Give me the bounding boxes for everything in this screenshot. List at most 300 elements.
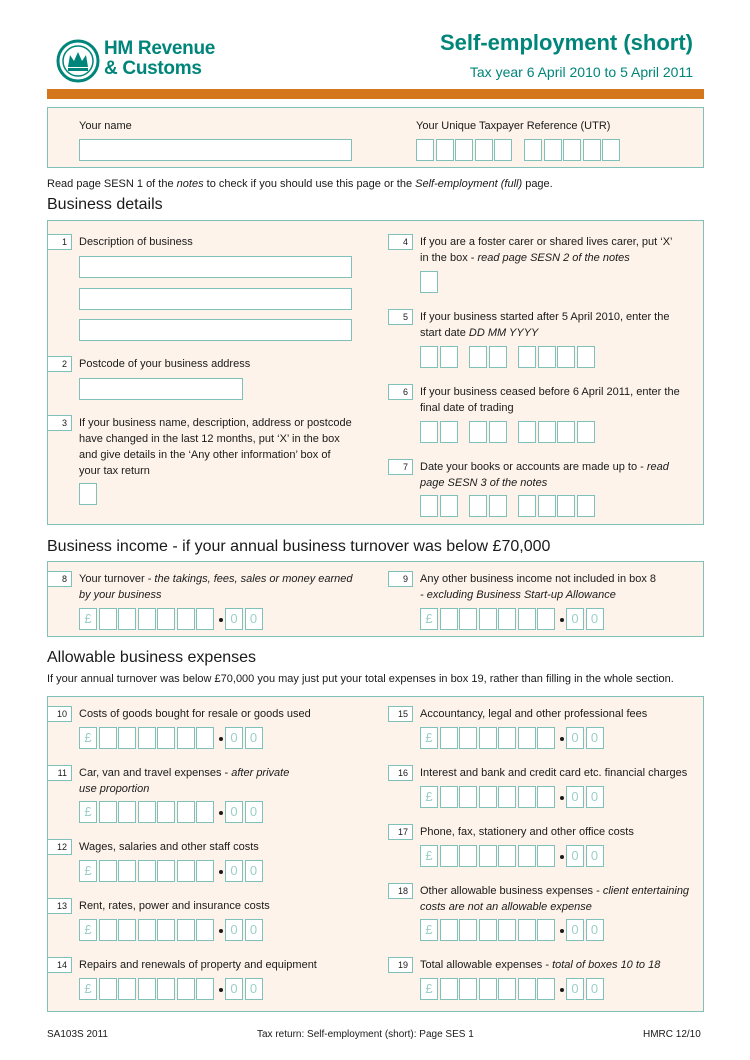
expenses-heading: Allowable business expenses — [47, 649, 257, 666]
box-5-line-2a: start date — [420, 327, 469, 339]
amount-digit-cell[interactable] — [157, 919, 175, 941]
footer-form-code: SA103S 2011 — [47, 1029, 108, 1040]
utr-digit-cell[interactable] — [416, 139, 434, 161]
logo-line-1: HM Revenue — [104, 38, 216, 59]
pound-sign: £ — [84, 981, 92, 996]
interest-charges-field — [420, 786, 605, 808]
ceased-date-field — [420, 421, 595, 443]
pence-zero: 0 — [571, 981, 579, 996]
date-digit-cell[interactable] — [469, 346, 487, 368]
date-digit-cell[interactable] — [489, 495, 507, 517]
form-subtitle: Tax year 6 April 2010 to 5 April 2011 — [469, 64, 693, 80]
amount-digit-cell[interactable] — [177, 727, 195, 749]
box-19-label — [420, 957, 660, 973]
amount-digit-cell[interactable] — [479, 727, 497, 749]
utr-digit-cell[interactable] — [544, 139, 562, 161]
amount-digit-cell[interactable] — [118, 919, 136, 941]
amount-digit-cell[interactable] — [537, 727, 555, 749]
box-3-line-4: your tax return — [79, 465, 150, 477]
date-digit-cell[interactable] — [469, 421, 487, 443]
amount-digit-cell[interactable] — [518, 608, 536, 630]
box-9-line-2: - excluding Business Start-up Allowance — [420, 589, 616, 601]
decimal-point — [560, 618, 564, 622]
box-10-label: Costs of goods bought for resale or goods used — [79, 708, 311, 720]
amount-digit-cell[interactable] — [479, 978, 497, 1000]
box-14-label: Repairs and renewals of property and equipment — [79, 959, 317, 971]
business-details-heading: Business details — [47, 196, 163, 213]
pence-cell[interactable] — [566, 978, 584, 1000]
pence-zero: 0 — [230, 730, 238, 745]
pence-cell[interactable] — [566, 919, 584, 941]
pound-sign: £ — [425, 981, 433, 996]
utr-digit-cell[interactable] — [494, 139, 512, 161]
pence-zero: 0 — [249, 730, 258, 745]
box-number-8: 8 — [47, 571, 72, 587]
amount-digit-cell[interactable] — [138, 608, 156, 630]
intro-text — [47, 178, 553, 190]
box-number-19: 19 — [388, 957, 413, 973]
amount-digit-cell[interactable] — [118, 978, 136, 1000]
box-number-4: 4 — [388, 234, 413, 250]
amount-digit-cell[interactable] — [537, 978, 555, 1000]
pound-sign: £ — [425, 611, 433, 626]
amount-digit-cell[interactable] — [138, 978, 156, 1000]
footer-version: HMRC 12/10 — [643, 1029, 701, 1040]
pence-cell[interactable] — [245, 978, 263, 1000]
hmrc-logo — [56, 39, 226, 85]
pound-cell[interactable] — [420, 978, 438, 1000]
pence-cell[interactable] — [566, 608, 584, 630]
box-7-line-2: page SESN 3 of the notes — [420, 477, 548, 489]
pound-sign: £ — [84, 730, 92, 745]
box-number-13: 13 — [47, 898, 72, 914]
amount-digit-cell[interactable] — [177, 860, 195, 882]
amount-digit-cell[interactable] — [459, 727, 477, 749]
box-5-line-2b: DD MM YYYY — [468, 327, 539, 339]
amount-digit-cell[interactable] — [518, 919, 536, 941]
box-number-17: 17 — [388, 824, 413, 840]
date-digit-cell[interactable] — [557, 346, 575, 368]
amount-digit-cell[interactable] — [479, 919, 497, 941]
box-4-line-1: If you are a foster carer or shared lives carer, put ‘X’ — [420, 236, 673, 248]
box-9-label — [420, 571, 700, 603]
box-4-line-2a: in the box - — [420, 252, 478, 264]
utr-field — [416, 139, 626, 161]
box-3-line-3: and give details in the ‘Any other information’ box of — [79, 449, 331, 461]
pence-zero: 0 — [230, 611, 238, 626]
turnover-field — [79, 608, 264, 630]
car-van-travel-field — [79, 801, 264, 823]
decimal-point — [219, 737, 223, 741]
amount-digit-cell[interactable] — [518, 845, 536, 867]
date-digit-cell[interactable] — [420, 346, 438, 368]
pound-cell[interactable] — [79, 919, 97, 941]
amount-digit-cell[interactable] — [440, 919, 458, 941]
wages-field — [79, 860, 264, 882]
amount-digit-cell[interactable] — [138, 860, 156, 882]
pound-cell[interactable] — [420, 608, 438, 630]
amount-digit-cell[interactable] — [459, 845, 477, 867]
amount-digit-cell[interactable] — [177, 919, 195, 941]
box-5-line-1: If your business started after 5 April 2010, enter the — [420, 311, 670, 323]
box-number-16: 16 — [388, 765, 413, 781]
date-digit-cell[interactable] — [518, 421, 536, 443]
box-17-label: Phone, fax, stationery and other office costs — [420, 826, 634, 838]
box-number-1: 1 — [47, 234, 72, 250]
intro-part-4: Self-employment (full) — [415, 178, 523, 190]
pence-cell[interactable] — [566, 786, 584, 808]
amount-digit-cell[interactable] — [99, 727, 117, 749]
logo-line-2: & Customs — [104, 58, 202, 79]
box-11-line-2: use proportion — [79, 783, 150, 795]
pence-zero: 0 — [590, 730, 599, 745]
business-description-line-1[interactable] — [79, 256, 352, 278]
box-3-label — [79, 415, 379, 479]
date-digit-cell[interactable] — [538, 495, 556, 517]
box-18-label — [420, 883, 700, 915]
box-number-3: 3 — [47, 415, 72, 431]
amount-digit-cell[interactable] — [440, 978, 458, 1000]
repairs-field — [79, 978, 264, 1000]
business-description-line-3[interactable] — [79, 319, 352, 341]
box-18-line-1b: client entertaining — [602, 885, 690, 897]
box-4-line-2b: read page SESN 2 of the notes — [477, 252, 630, 264]
pound-sign: £ — [425, 848, 433, 863]
amount-digit-cell[interactable] — [459, 786, 477, 808]
amount-digit-cell[interactable] — [498, 919, 516, 941]
pence-cell[interactable] — [586, 978, 604, 1000]
amount-digit-cell[interactable] — [196, 608, 214, 630]
decimal-point — [560, 929, 564, 933]
amount-digit-cell[interactable] — [498, 608, 516, 630]
business-description-line-2[interactable] — [79, 288, 352, 310]
decimal-point — [219, 929, 223, 933]
date-digit-cell[interactable] — [420, 421, 438, 443]
box-number-2: 2 — [47, 356, 72, 372]
intro-part-5: page. — [522, 178, 553, 190]
amount-digit-cell[interactable] — [440, 608, 458, 630]
box-6-line-2: final date of trading — [420, 402, 514, 414]
date-digit-cell[interactable] — [518, 495, 536, 517]
box-number-9: 9 — [388, 571, 413, 587]
date-digit-cell[interactable] — [489, 421, 507, 443]
pence-cell[interactable] — [245, 801, 263, 823]
box-number-18: 18 — [388, 883, 413, 899]
amount-digit-cell[interactable] — [479, 786, 497, 808]
other-expenses-field — [420, 919, 605, 941]
expenses-intro: If your annual turnover was below £70,000 you may just put your total expenses in box 19, rather than filling in the whole section. — [47, 673, 674, 685]
date-digit-cell[interactable] — [489, 346, 507, 368]
amount-digit-cell[interactable] — [177, 978, 195, 1000]
pence-zero: 0 — [571, 922, 579, 937]
amount-digit-cell[interactable] — [177, 801, 195, 823]
date-digit-cell[interactable] — [577, 421, 595, 443]
amount-digit-cell[interactable] — [459, 978, 477, 1000]
date-digit-cell[interactable] — [440, 421, 458, 443]
business-income-heading: Business income - if your annual business turnover was below £70,000 — [47, 538, 551, 555]
amount-digit-cell[interactable] — [99, 978, 117, 1000]
amount-digit-cell[interactable] — [138, 727, 156, 749]
box-number-11: 11 — [47, 765, 72, 781]
box-8-line-1b: the takings, fees, sales or money earned — [154, 573, 353, 585]
pence-cell[interactable] — [566, 845, 584, 867]
details-changed-checkbox[interactable] — [79, 483, 97, 505]
pound-sign: £ — [425, 789, 433, 804]
amount-digit-cell[interactable] — [138, 801, 156, 823]
utr-digit-cell[interactable] — [524, 139, 542, 161]
date-digit-cell[interactable] — [557, 495, 575, 517]
amount-digit-cell[interactable] — [138, 919, 156, 941]
pence-cell[interactable] — [225, 727, 243, 749]
utr-digit-cell[interactable] — [563, 139, 581, 161]
amount-digit-cell[interactable] — [157, 978, 175, 1000]
amount-digit-cell[interactable] — [157, 801, 175, 823]
pence-cell[interactable] — [586, 845, 604, 867]
pence-zero: 0 — [590, 789, 599, 804]
date-digit-cell[interactable] — [577, 346, 595, 368]
amount-digit-cell[interactable] — [196, 919, 214, 941]
pound-sign: £ — [84, 863, 92, 878]
box-11-line-1b: after private — [231, 767, 290, 779]
box-number-5: 5 — [388, 309, 413, 325]
pound-sign: £ — [84, 922, 92, 937]
amount-digit-cell[interactable] — [440, 845, 458, 867]
pence-cell[interactable] — [225, 801, 243, 823]
amount-digit-cell[interactable] — [177, 608, 195, 630]
pence-cell[interactable] — [586, 608, 604, 630]
amount-digit-cell[interactable] — [99, 608, 117, 630]
amount-digit-cell[interactable] — [479, 845, 497, 867]
pence-zero: 0 — [571, 789, 579, 804]
amount-digit-cell[interactable] — [196, 978, 214, 1000]
box-18-line-1a: Other allowable business expenses - — [420, 885, 603, 897]
amount-digit-cell[interactable] — [196, 727, 214, 749]
pence-zero: 0 — [590, 981, 599, 996]
box-number-7: 7 — [388, 459, 413, 475]
pence-zero: 0 — [230, 863, 238, 878]
crown-crest-icon — [56, 39, 100, 83]
pence-cell[interactable] — [225, 919, 243, 941]
start-date-field — [420, 346, 595, 368]
pence-cell[interactable] — [586, 727, 604, 749]
amount-digit-cell[interactable] — [498, 786, 516, 808]
amount-digit-cell[interactable] — [118, 801, 136, 823]
amount-digit-cell[interactable] — [537, 919, 555, 941]
decimal-point — [219, 870, 223, 874]
box-18-line-2: costs are not an allowable expense — [420, 901, 592, 913]
pence-cell[interactable] — [245, 919, 263, 941]
amount-digit-cell[interactable] — [99, 919, 117, 941]
box-3-line-2: have changed in the last 12 months, put ‘X’ in the box — [79, 433, 340, 445]
footer-page-title: Tax return: Self-employment (short): Page SES 1 — [257, 1029, 474, 1040]
pence-zero: 0 — [571, 848, 579, 863]
date-digit-cell[interactable] — [440, 346, 458, 368]
decimal-point — [560, 737, 564, 741]
intro-part-2: notes — [176, 178, 204, 190]
pound-cell[interactable] — [420, 845, 438, 867]
pound-cell[interactable] — [420, 727, 438, 749]
pence-zero: 0 — [590, 848, 599, 863]
date-digit-cell[interactable] — [420, 495, 438, 517]
date-digit-cell[interactable] — [557, 421, 575, 443]
utr-label: Your Unique Taxpayer Reference (UTR) — [416, 120, 611, 132]
intro-part-1: Read page SESN 1 of the — [47, 178, 177, 190]
pence-zero: 0 — [571, 611, 579, 626]
pence-zero: 0 — [249, 981, 258, 996]
pence-zero: 0 — [230, 922, 238, 937]
other-income-field — [420, 608, 605, 630]
amount-digit-cell[interactable] — [537, 845, 555, 867]
pence-cell[interactable] — [245, 727, 263, 749]
pence-zero: 0 — [249, 922, 258, 937]
pence-cell[interactable] — [225, 608, 243, 630]
decimal-point — [560, 855, 564, 859]
box-number-10: 10 — [47, 706, 72, 722]
date-digit-cell[interactable] — [469, 495, 487, 517]
amount-digit-cell[interactable] — [157, 608, 175, 630]
box-7-line-1a: Date your books or accounts are made up to - — [420, 461, 647, 473]
pound-cell[interactable] — [79, 860, 97, 882]
utr-digit-cell[interactable] — [436, 139, 454, 161]
box-1-label: Description of business — [79, 236, 193, 248]
pound-cell[interactable] — [420, 919, 438, 941]
amount-digit-cell[interactable] — [99, 860, 117, 882]
pence-cell[interactable] — [586, 919, 604, 941]
amount-digit-cell[interactable] — [440, 727, 458, 749]
pence-zero: 0 — [590, 611, 599, 626]
amount-digit-cell[interactable] — [118, 727, 136, 749]
pence-zero: 0 — [230, 981, 238, 996]
your-name-field[interactable] — [79, 139, 352, 161]
amount-digit-cell[interactable] — [518, 727, 536, 749]
pound-cell[interactable] — [420, 786, 438, 808]
amount-digit-cell[interactable] — [196, 801, 214, 823]
amount-digit-cell[interactable] — [498, 978, 516, 1000]
header-rule — [47, 89, 704, 99]
box-3-line-1: If your business name, description, address or postcode — [79, 417, 352, 429]
cost-of-goods-field — [79, 727, 264, 749]
amount-digit-cell[interactable] — [440, 786, 458, 808]
date-digit-cell[interactable] — [538, 346, 556, 368]
decimal-point — [560, 988, 564, 992]
pound-cell[interactable] — [79, 608, 97, 630]
box-5-label — [420, 309, 700, 341]
box-6-line-1: If your business ceased before 6 April 2011, enter the — [420, 386, 680, 398]
pence-cell[interactable] — [586, 786, 604, 808]
box-number-15: 15 — [388, 706, 413, 722]
pound-cell[interactable] — [79, 801, 97, 823]
box-11-line-1a: Car, van and travel expenses - — [79, 767, 232, 779]
your-name-label: Your name — [79, 120, 132, 132]
box-19-line-1a: Total allowable expenses - — [420, 959, 553, 971]
box-7-label — [420, 459, 700, 491]
utr-digit-cell[interactable] — [602, 139, 620, 161]
amount-digit-cell[interactable] — [518, 978, 536, 1000]
pence-zero: 0 — [230, 804, 238, 819]
box-8-line-1a: Your turnover - — [79, 573, 155, 585]
pound-cell[interactable] — [79, 978, 97, 1000]
box-12-label: Wages, salaries and other staff costs — [79, 841, 259, 853]
pence-zero: 0 — [249, 804, 258, 819]
amount-digit-cell[interactable] — [498, 845, 516, 867]
pence-zero: 0 — [571, 730, 579, 745]
pound-sign: £ — [425, 922, 433, 937]
pound-sign: £ — [84, 804, 92, 819]
amount-digit-cell[interactable] — [459, 608, 477, 630]
amount-digit-cell[interactable] — [518, 786, 536, 808]
box-7-line-1b: read — [646, 461, 669, 473]
accountancy-field — [420, 727, 605, 749]
box-11-label — [79, 765, 379, 797]
date-digit-cell[interactable] — [577, 495, 595, 517]
box-13-label: Rent, rates, power and insurance costs — [79, 900, 270, 912]
amount-digit-cell[interactable] — [157, 727, 175, 749]
box-9-line-1: Any other business income not included in box 8 — [420, 573, 657, 585]
utr-digit-cell[interactable] — [475, 139, 493, 161]
form-title: Self-employment (short) — [439, 30, 693, 55]
decimal-point — [219, 618, 223, 622]
date-digit-cell[interactable] — [440, 495, 458, 517]
amount-digit-cell[interactable] — [537, 608, 555, 630]
amount-digit-cell[interactable] — [157, 860, 175, 882]
pence-cell[interactable] — [245, 860, 263, 882]
box-19-line-1b: total of boxes 10 to 18 — [552, 959, 661, 971]
decimal-point — [219, 811, 223, 815]
phone-stationery-field — [420, 845, 605, 867]
pence-cell[interactable] — [566, 727, 584, 749]
amount-digit-cell[interactable] — [118, 860, 136, 882]
pence-cell[interactable] — [225, 860, 243, 882]
decimal-point — [219, 988, 223, 992]
amount-digit-cell[interactable] — [196, 860, 214, 882]
rent-rates-field — [79, 919, 264, 941]
pound-sign: £ — [425, 730, 433, 745]
date-digit-cell[interactable] — [518, 346, 536, 368]
amount-digit-cell[interactable] — [459, 919, 477, 941]
pence-cell[interactable] — [225, 978, 243, 1000]
amount-digit-cell[interactable] — [498, 727, 516, 749]
foster-carer-checkbox[interactable] — [420, 271, 438, 293]
pence-zero: 0 — [590, 922, 599, 937]
date-digit-cell[interactable] — [538, 421, 556, 443]
pound-cell[interactable] — [79, 727, 97, 749]
box-15-label: Accountancy, legal and other professional fees — [420, 708, 648, 720]
box-16-label: Interest and bank and credit card etc. financial charges — [420, 767, 688, 779]
box-number-14: 14 — [47, 957, 72, 973]
accounts-date-field — [420, 495, 595, 517]
box-number-12: 12 — [47, 839, 72, 855]
pence-cell[interactable] — [245, 608, 263, 630]
total-expenses-field — [420, 978, 605, 1000]
pence-zero: 0 — [249, 611, 258, 626]
utr-digit-cell[interactable] — [583, 139, 601, 161]
amount-digit-cell[interactable] — [479, 608, 497, 630]
intro-part-3: to check if you should use this page or the — [203, 178, 416, 190]
pence-zero: 0 — [249, 863, 258, 878]
decimal-point — [560, 796, 564, 800]
box-2-label: Postcode of your business address — [79, 358, 251, 370]
box-8-line-2: by your business — [79, 589, 162, 601]
box-6-label — [420, 384, 700, 416]
box-number-6: 6 — [388, 384, 413, 400]
amount-digit-cell[interactable] — [537, 786, 555, 808]
box-4-label — [420, 234, 700, 266]
utr-digit-cell[interactable] — [455, 139, 473, 161]
amount-digit-cell[interactable] — [99, 801, 117, 823]
business-postcode-field[interactable] — [79, 378, 243, 400]
amount-digit-cell[interactable] — [118, 608, 136, 630]
pound-sign: £ — [84, 611, 92, 626]
